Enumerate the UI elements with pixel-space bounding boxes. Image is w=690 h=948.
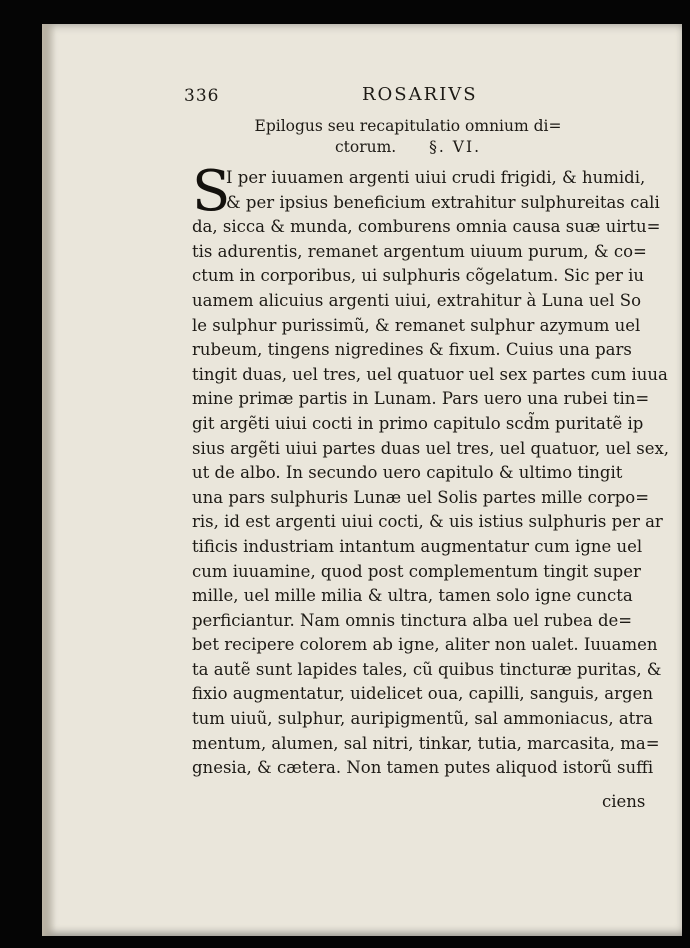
text-line: mille, uel mille milia & ultra, tamen solo igne cuncta xyxy=(192,586,633,606)
text-line: tingit duas, uel tres, uel quatuor uel sex partes cum iuua xyxy=(192,364,668,384)
text-line: uamem alicuius argenti uiui, extrahitur à Luna uel So xyxy=(192,290,642,310)
text-line: fixio augmentatur, uidelicet oua, capilli, sanguis, argen xyxy=(192,684,653,704)
text-line: rubeum, tingens nigredines & fixum. Cuius una pars xyxy=(192,340,632,360)
text-line: ut de albo. In secundo uero capitulo & ultimo tingit xyxy=(192,463,623,483)
section-heading-line-1: Epilogus seu recapitulatio omnium di= xyxy=(254,117,562,135)
text-line: tum uiuũ, sulphur, auripigmentũ, sal ammoniacus, atra xyxy=(192,709,654,729)
text-line: una pars sulphuris Lunæ uel Solis partes mille corpo= xyxy=(192,487,650,507)
book-page xyxy=(42,24,682,936)
text-line: git argẽti uiui cocti in primo capitulo scd̃m puritatẽ ip xyxy=(192,413,644,433)
section-heading xyxy=(228,116,588,158)
text-line: I per iuuamen argenti uiui crudi frigidi, & humidi, xyxy=(226,168,646,187)
drop-capital: S xyxy=(192,159,231,224)
text-line: ctum in corporibus, ui sulphuris cõgelatum. Sic per iu xyxy=(192,266,645,286)
text-line: perficiantur. Nam omnis tinctura alba uel rubea de= xyxy=(192,610,633,630)
text-line: tificis industriam intantum augmentatur cum igne uel xyxy=(192,536,643,556)
catchword: ciens xyxy=(602,792,646,811)
text-line: ta autẽ sunt lapides tales, cũ quibus tincturæ puritas, & xyxy=(192,659,662,679)
text-line: tis adurentis, remanet argentum uiuum purum, & co= xyxy=(192,241,647,261)
section-heading-line-2 xyxy=(228,137,588,158)
text-line: gnesia, & cætera. Non tamen putes aliquod istorũ suffi xyxy=(192,758,654,778)
text-line: le sulphur purissimũ, & remanet sulphur azymum uel xyxy=(192,315,641,335)
text-line: mine primæ partis in Lunam. Pars uero una rubei tin= xyxy=(192,389,650,409)
text-line: cum iuuamine, quod post complementum tingit super xyxy=(192,561,641,581)
text-line: sius argẽti uiui partes duas uel tres, uel quatuor, uel sex, xyxy=(192,438,670,458)
running-title: ROSARIVS xyxy=(362,84,478,105)
text-line: mentum, alumen, sal nitri, tinkar, tutia, marcasita, ma= xyxy=(192,733,660,753)
section-number: §. VI. xyxy=(429,138,482,156)
text-line: ris, id est argenti uiui cocti, & uis istius sulphuris per ar xyxy=(192,512,663,532)
text-line: da, sicca & munda, comburens omnia causa suæ uirtu= xyxy=(192,217,661,237)
section-heading-word: ctorum. xyxy=(334,138,397,156)
page-binding-shadow xyxy=(42,24,56,936)
body-text xyxy=(192,159,670,781)
running-head xyxy=(42,84,682,110)
text-line: bet recipere colorem ab igne, aliter non ualet. Iuuamen xyxy=(192,635,658,655)
text-line: & per ipsius beneficium extrahitur sulphureitas cali xyxy=(226,192,660,212)
page-number: 336 xyxy=(184,86,220,106)
